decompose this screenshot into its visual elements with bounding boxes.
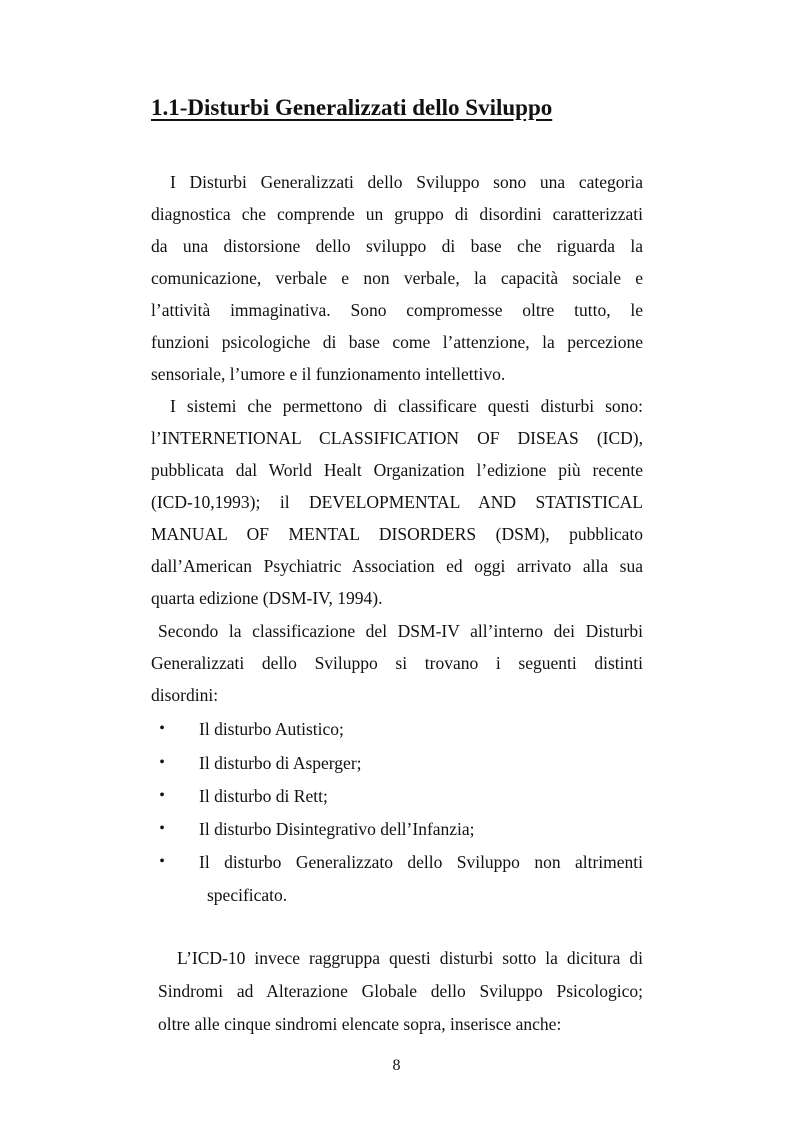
paragraph-1-line-5: l’attività immaginativa. Sono compromesse oltre tutto, le	[151, 300, 643, 320]
list-item: Il disturbo Disintegrativo dell’Infanzia;	[199, 819, 475, 839]
paragraph-1-line-7: sensoriale, l’umore e il funzionamento intellettivo.	[151, 364, 506, 384]
list-item: Il disturbo Generalizzato dello Sviluppo non altrimenti	[199, 852, 643, 872]
paragraph-2-line-3: pubblicata dal World Healt Organization l’edizione più recente	[151, 460, 643, 480]
paragraph-2-line-6: dall’American Psychiatric Association ed oggi arrivato alla sua	[151, 556, 643, 576]
paragraph-2-line-7: quarta edizione (DSM-IV, 1994).	[151, 588, 383, 608]
paragraph-2-line-4: (ICD-10,1993); il DEVELOPMENTAL AND STATISTICAL	[151, 492, 643, 512]
paragraph-1-line-6: funzioni psicologiche di base come l’attenzione, la percezione	[151, 332, 643, 352]
list-item: Il disturbo Autistico;	[199, 719, 344, 739]
paragraph-1-line-1: I Disturbi Generalizzati dello Sviluppo sono una categoria	[170, 172, 643, 192]
paragraph-3-line-1: Secondo la classificazione del DSM-IV all’interno dei Disturbi	[158, 621, 643, 641]
paragraph-1-line-2: diagnostica che comprende un gruppo di disordini caratterizzati	[151, 204, 643, 224]
bullet-icon: •	[159, 820, 165, 837]
paragraph-1-line-3: da una distorsione dello sviluppo di base che riguarda la	[151, 236, 643, 256]
bullet-icon: •	[159, 787, 165, 804]
paragraph-4-line-1: L’ICD-10 invece raggruppa questi disturbi sotto la dicitura di	[177, 948, 643, 968]
list-item-continuation: specificato.	[207, 885, 288, 905]
paragraph-1-line-4: comunicazione, verbale e non verbale, la capacità sociale e	[151, 268, 643, 288]
section-title: 1.1-Disturbi Generalizzati dello Sviluppo	[151, 95, 553, 120]
paragraph-3-line-2: Generalizzati dello Sviluppo si trovano i seguenti distinti	[151, 653, 643, 673]
page-number: 8	[392, 1057, 401, 1074]
paragraph-2-line-5: MANUAL OF MENTAL DISORDERS (DSM), pubblicato	[151, 524, 643, 544]
paragraph-4-line-2: Sindromi ad Alterazione Globale dello Sviluppo Psicologico;	[158, 981, 643, 1001]
list-item: Il disturbo di Asperger;	[199, 753, 362, 773]
paragraph-4-line-3: oltre alle cinque sindromi elencate sopra, inserisce anche:	[158, 1014, 562, 1034]
list-item: Il disturbo di Rett;	[199, 786, 328, 806]
bullet-icon: •	[159, 754, 165, 771]
paragraph-2-line-2: l’INTERNETIONAL CLASSIFICATION OF DISEAS (ICD),	[151, 428, 643, 448]
bullet-icon: •	[159, 853, 165, 870]
paragraph-2-line-1: I sistemi che permettono di classificare questi disturbi sono:	[170, 396, 643, 416]
paragraph-3-line-3: disordini:	[151, 685, 219, 705]
bullet-icon: •	[159, 720, 165, 737]
